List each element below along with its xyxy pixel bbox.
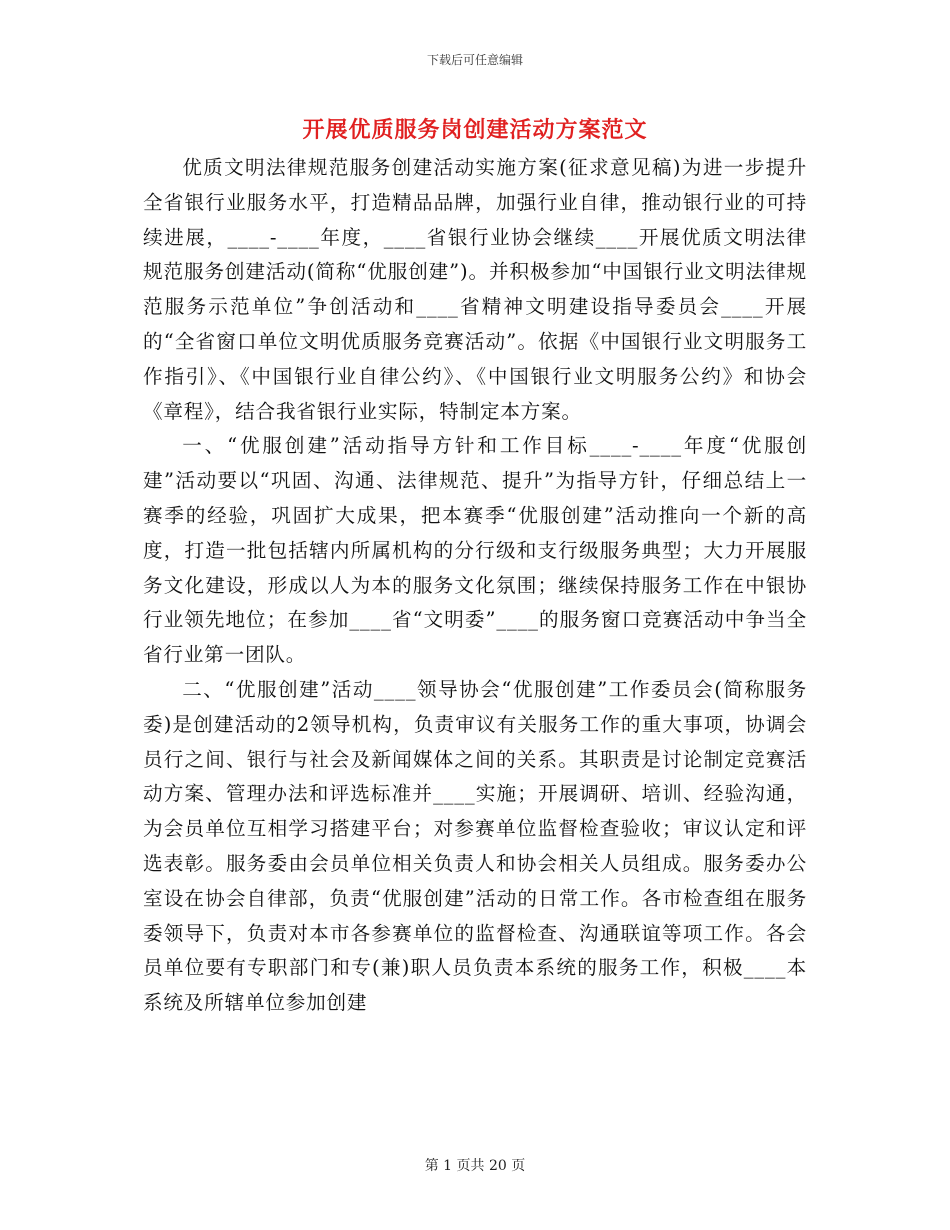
page-header: 下载后可任意编辑 — [426, 53, 523, 67]
paragraph-section-one: 一、“优服创建”活动指导方针和工作目标____-____年度“优服创建”活动要以“巩固、沟通、法律规范、提升”为指导方针，仔细总结上一赛季的经验，巩固扩大成果，把本赛季“优服创建”活动推向一个新的高度，打造一批包括辖内所属机构的分行级和支行级服务典型；大力开展服务文化建设，形成以人为本的服务文化氛围；继续保持服务工作在中银协行业领先地位；在参加____省“文明委”____的服务窗口竞赛活动中争当全省行业第一团队。 — [143, 434, 807, 667]
paragraph-section-two: 二、“优服创建”活动____领导协会“优服创建”工作委员会(简称服务委)是创建活动的2领导机构，负责审议有关服务工作的重大事项，协调会员行之间、银行与社会及新闻媒体之间的关系。其职责是讨论制定竞赛活动方案、管理办法和评选标准并____实施；开展调研、培训、经验沟通，为会员单位互相学习搭建平台；对参赛单位监督检查验收；审议认定和评选表彰。服务委由会员单位相关负责人和协会相关人员组成。服务委办公室设在协会自律部，负责“优服创建”活动的日常工作。各市检查组在服务委领导下，负责对本市各参赛单位的监督检查、沟通联谊等项工作。各会员单位要有专职部门和专(兼)职人员负责本系统的服务工作，积极____本系统及所辖单位参加创建 — [143, 677, 807, 1015]
document-title: 开展优质服务岗创建活动方案范文 — [302, 117, 648, 143]
paragraph-intro: 优质文明法律规范服务创建活动实施方案(征求意见稿)为进一步提升全省银行业服务水平，打造精品品牌，加强行业自律，推动银行业的可持续进展，____-____年度，____省银行业协会继续____开展优质文明法律规范服务创建活动(简称“优服创建”)。并积极参加“中国银行业文明法律规范服务示范单位”争创活动和____省精神文明建设指导委员会____开展的“全省窗口单位文明优质服务竞赛活动”。依据《中国银行业文明服务工作指引》、《中国银行业自律公约》、《中国银行业文明服务公约》和协会《章程》，结合我省银行业实际，特制定本方案。 — [143, 156, 807, 423]
page-number: 第 1 页共 20 页 — [424, 1158, 526, 1174]
document-body — [143, 151, 807, 1021]
